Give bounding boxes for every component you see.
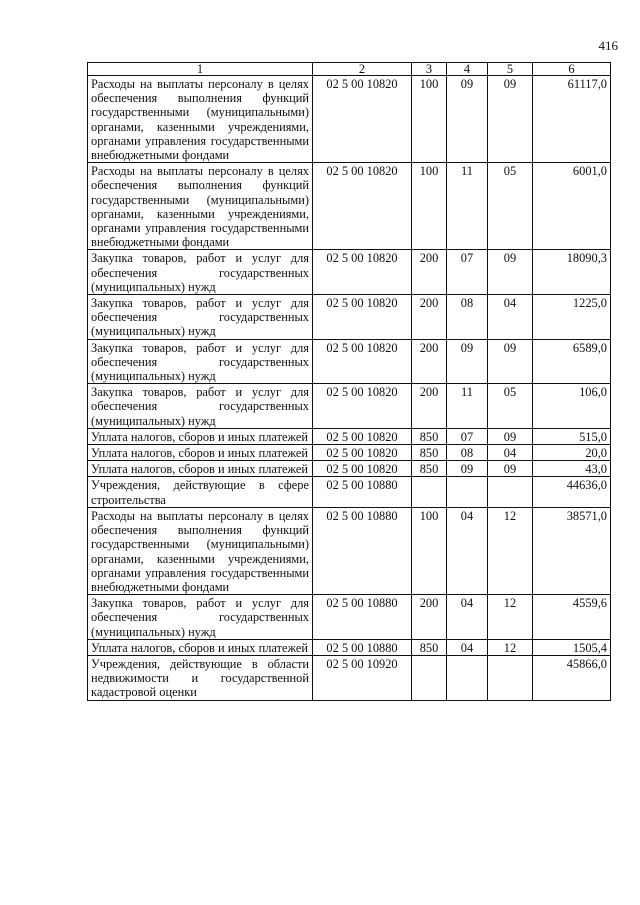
budget-table bbox=[87, 62, 611, 701]
table-row bbox=[88, 384, 611, 429]
row-subsection: 09 bbox=[488, 250, 533, 295]
row-section: 04 bbox=[447, 507, 488, 594]
row-target: 02 5 00 10880 bbox=[313, 477, 412, 507]
row-amount: 6001,0 bbox=[533, 163, 611, 250]
row-section: 11 bbox=[447, 163, 488, 250]
row-expense-type: 850 bbox=[412, 428, 447, 444]
row-expense-type: 200 bbox=[412, 384, 447, 429]
row-target: 02 5 00 10880 bbox=[313, 595, 412, 640]
table-row bbox=[88, 445, 611, 461]
row-target: 02 5 00 10820 bbox=[313, 445, 412, 461]
row-section: 11 bbox=[447, 384, 488, 429]
row-subsection: 09 bbox=[488, 339, 533, 384]
row-description: Закупка товаров, работ и услуг для обеспечения государственных (муниципальных) нужд bbox=[88, 384, 313, 429]
row-description: Уплата налогов, сборов и иных платежей bbox=[88, 428, 313, 444]
row-expense-type: 100 bbox=[412, 76, 447, 163]
row-target: 02 5 00 10820 bbox=[313, 295, 412, 340]
row-description: Закупка товаров, работ и услуг для обеспечения государственных (муниципальных) нужд bbox=[88, 250, 313, 295]
column-header-section: 4 bbox=[447, 63, 488, 76]
table-header-row bbox=[88, 63, 611, 76]
column-header-amount: 6 bbox=[533, 63, 611, 76]
row-target: 02 5 00 10820 bbox=[313, 428, 412, 444]
table-row bbox=[88, 461, 611, 477]
row-amount: 515,0 bbox=[533, 428, 611, 444]
row-expense-type: 200 bbox=[412, 250, 447, 295]
row-section: 04 bbox=[447, 595, 488, 640]
row-description: Уплата налогов, сборов и иных платежей bbox=[88, 461, 313, 477]
row-section: 08 bbox=[447, 445, 488, 461]
row-target: 02 5 00 10880 bbox=[313, 507, 412, 594]
row-amount: 1225,0 bbox=[533, 295, 611, 340]
row-amount: 20,0 bbox=[533, 445, 611, 461]
row-amount: 1505,4 bbox=[533, 639, 611, 655]
row-description: Закупка товаров, работ и услуг для обеспечения государственных (муниципальных) нужд bbox=[88, 595, 313, 640]
table-row bbox=[88, 655, 611, 700]
row-subsection: 09 bbox=[488, 76, 533, 163]
row-description: Расходы на выплаты персоналу в целях обеспечения выполнения функций государственными (муниципальными) органами, казенными учреждениями, органами управления государственными внебюджетными фондами bbox=[88, 163, 313, 250]
table-row bbox=[88, 477, 611, 507]
table-row bbox=[88, 507, 611, 594]
table-row bbox=[88, 250, 611, 295]
row-target: 02 5 00 10820 bbox=[313, 250, 412, 295]
row-expense-type: 100 bbox=[412, 507, 447, 594]
page-number: 416 bbox=[598, 38, 618, 53]
table-row bbox=[88, 339, 611, 384]
row-subsection: 04 bbox=[488, 445, 533, 461]
row-section: 09 bbox=[447, 76, 488, 163]
row-target: 02 5 00 10920 bbox=[313, 655, 412, 700]
row-target: 02 5 00 10820 bbox=[313, 163, 412, 250]
row-description: Учреждения, действующие в области недвижимости и государственной кадастровой оценки bbox=[88, 655, 313, 700]
table-row bbox=[88, 163, 611, 250]
row-subsection: 09 bbox=[488, 461, 533, 477]
table-row bbox=[88, 76, 611, 163]
row-subsection bbox=[488, 655, 533, 700]
row-subsection: 09 bbox=[488, 428, 533, 444]
row-subsection: 12 bbox=[488, 507, 533, 594]
row-amount: 106,0 bbox=[533, 384, 611, 429]
row-amount: 61117,0 bbox=[533, 76, 611, 163]
row-amount: 18090,3 bbox=[533, 250, 611, 295]
row-description: Учреждения, действующие в сфере строительства bbox=[88, 477, 313, 507]
row-target: 02 5 00 10820 bbox=[313, 339, 412, 384]
row-target: 02 5 00 10820 bbox=[313, 461, 412, 477]
row-section: 04 bbox=[447, 639, 488, 655]
row-amount: 45866,0 bbox=[533, 655, 611, 700]
row-expense-type: 100 bbox=[412, 163, 447, 250]
column-header-expense-type: 3 bbox=[412, 63, 447, 76]
row-description: Закупка товаров, работ и услуг для обеспечения государственных (муниципальных) нужд bbox=[88, 295, 313, 340]
row-subsection: 05 bbox=[488, 384, 533, 429]
row-amount: 4559,6 bbox=[533, 595, 611, 640]
table-row bbox=[88, 595, 611, 640]
row-section: 07 bbox=[447, 428, 488, 444]
row-description: Расходы на выплаты персоналу в целях обеспечения выполнения функций государственными (муниципальными) органами, казенными учреждениями, органами управления государственными внебюджетными фондами bbox=[88, 507, 313, 594]
row-amount: 38571,0 bbox=[533, 507, 611, 594]
row-description: Уплата налогов, сборов и иных платежей bbox=[88, 445, 313, 461]
row-expense-type: 850 bbox=[412, 639, 447, 655]
row-expense-type: 200 bbox=[412, 339, 447, 384]
table-row bbox=[88, 295, 611, 340]
row-description: Закупка товаров, работ и услуг для обеспечения государственных (муниципальных) нужд bbox=[88, 339, 313, 384]
row-section: 08 bbox=[447, 295, 488, 340]
row-section: 09 bbox=[447, 339, 488, 384]
row-subsection: 12 bbox=[488, 639, 533, 655]
row-amount: 44636,0 bbox=[533, 477, 611, 507]
row-target: 02 5 00 10820 bbox=[313, 384, 412, 429]
row-section: 07 bbox=[447, 250, 488, 295]
row-section bbox=[447, 655, 488, 700]
row-subsection: 04 bbox=[488, 295, 533, 340]
column-header-subsection: 5 bbox=[488, 63, 533, 76]
row-expense-type: 850 bbox=[412, 445, 447, 461]
column-header-description: 1 bbox=[88, 63, 313, 76]
row-description: Расходы на выплаты персоналу в целях обеспечения выполнения функций государственными (муниципальными) органами, казенными учреждениями, органами управления государственными внебюджетными фондами bbox=[88, 76, 313, 163]
row-description: Уплата налогов, сборов и иных платежей bbox=[88, 639, 313, 655]
table-row bbox=[88, 639, 611, 655]
row-expense-type: 200 bbox=[412, 295, 447, 340]
row-target: 02 5 00 10820 bbox=[313, 76, 412, 163]
row-expense-type: 850 bbox=[412, 461, 447, 477]
column-header-target: 2 bbox=[313, 63, 412, 76]
row-subsection: 12 bbox=[488, 595, 533, 640]
row-amount: 43,0 bbox=[533, 461, 611, 477]
row-expense-type: 200 bbox=[412, 595, 447, 640]
row-target: 02 5 00 10880 bbox=[313, 639, 412, 655]
table-row bbox=[88, 428, 611, 444]
row-expense-type bbox=[412, 655, 447, 700]
row-subsection bbox=[488, 477, 533, 507]
row-section bbox=[447, 477, 488, 507]
row-subsection: 05 bbox=[488, 163, 533, 250]
row-section: 09 bbox=[447, 461, 488, 477]
row-expense-type bbox=[412, 477, 447, 507]
row-amount: 6589,0 bbox=[533, 339, 611, 384]
